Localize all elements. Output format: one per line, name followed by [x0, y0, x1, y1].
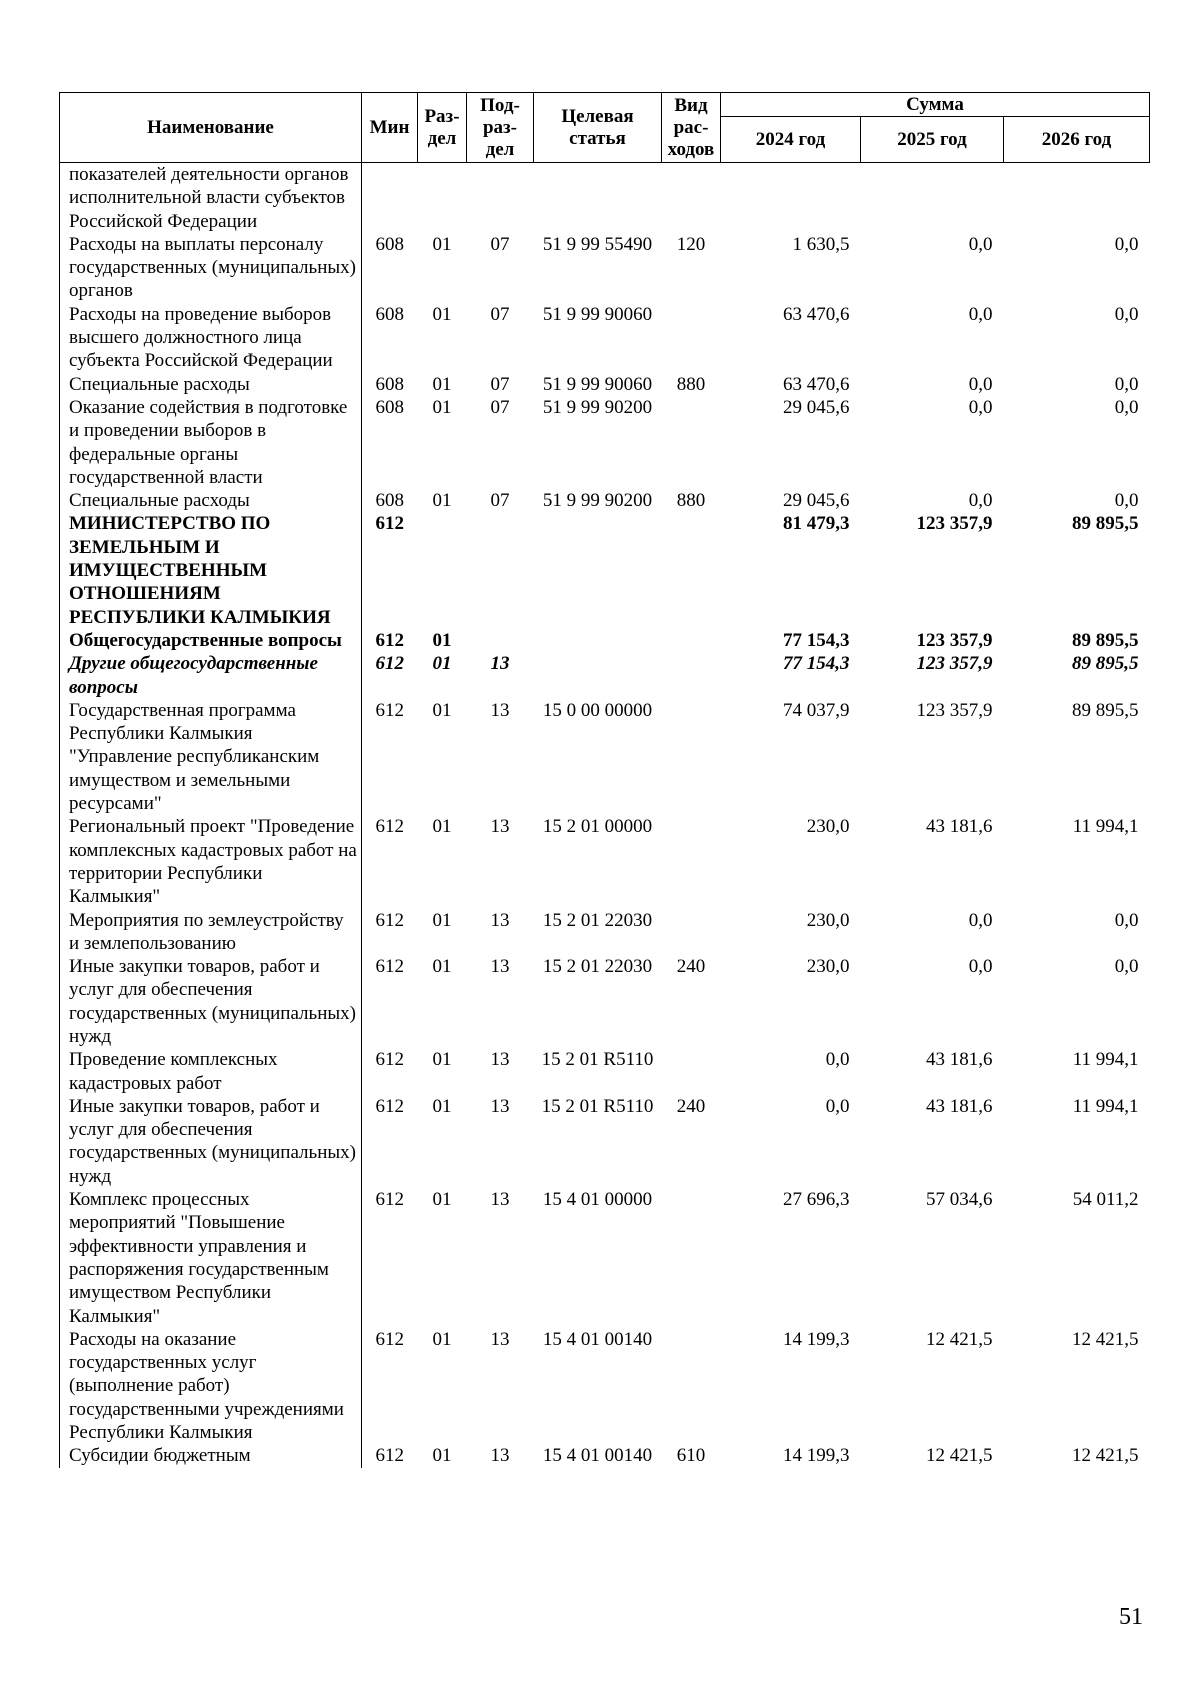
row-razdel: 01 — [432, 396, 452, 418]
row-target-article — [534, 652, 662, 699]
row-razdel: 01 — [432, 373, 452, 395]
row-sum-2025: 123 357,9 — [916, 513, 993, 535]
row-sum-2026: 54 011,2 — [1072, 1189, 1139, 1211]
row-sum-2024: 27 696,3 — [783, 1189, 850, 1211]
row-sum-2025: 43 181,6 — [926, 1095, 993, 1117]
row-min: 612 — [375, 1095, 404, 1117]
row-expense-type: 120 — [676, 233, 706, 255]
row-target-article — [534, 629, 662, 652]
header-year-2026: 2026 год — [1004, 117, 1150, 163]
row-sum-2024: 14 199,3 — [783, 1445, 850, 1467]
row-sum-2026: 0,0 — [1114, 303, 1139, 325]
row-expense-type — [662, 1188, 721, 1328]
table-row — [60, 1188, 1150, 1328]
row-razdel: 01 — [432, 653, 452, 675]
row-target-article: 15 0 00 00000 — [542, 699, 653, 721]
row-name: МИНИСТЕРСТВО ПО ЗЕМЕЛЬНЫМ И ИМУЩЕСТВЕННЫМ ОТНОШЕНИЯМ РЕСПУБЛИКИ КАЛМЫКИЯ — [60, 512, 362, 628]
page-number: 51 — [1119, 1604, 1143, 1630]
row-name: Расходы на выплаты персоналу государственных (муниципальных) органов — [60, 233, 362, 303]
row-name: Комплекс процессных мероприятий "Повышение эффективности управления и распоряжения государственным имуществом Республики Калмыкия" — [60, 1188, 362, 1328]
row-expense-type — [662, 699, 721, 815]
row-name: Иные закупки товаров, работ и услуг для обеспечения государственных (муниципальных) нужд — [60, 955, 362, 1048]
row-podrazdel: 13 — [490, 909, 510, 931]
row-name: Региональный проект "Проведение комплексных кадастровых работ на территории Республики Калмыкия" — [60, 815, 362, 908]
row-sum-2026: 11 994,1 — [1072, 1095, 1139, 1117]
row-razdel: 01 — [432, 699, 452, 721]
row-podrazdel: 07 — [490, 373, 510, 395]
row-podrazdel: 13 — [490, 1049, 510, 1071]
row-min: 608 — [375, 490, 404, 512]
row-podrazdel: 13 — [490, 1328, 510, 1350]
row-sum-2025: 123 357,9 — [916, 653, 993, 675]
row-sum-2026: 11 994,1 — [1072, 1049, 1139, 1071]
row-sum-2025: 12 421,5 — [926, 1445, 993, 1467]
row-name: Оказание содействия в подготовке и проведении выборов в федеральные органы государственной власти — [60, 396, 362, 489]
row-sum-2025: 43 181,6 — [926, 816, 993, 838]
row-name: Проведение комплексных кадастровых работ — [60, 1048, 362, 1095]
row-min: 612 — [375, 1328, 404, 1350]
row-expense-type: 240 — [676, 956, 706, 978]
row-podrazdel: 07 — [490, 303, 510, 325]
row-min: 612 — [375, 513, 404, 535]
row-razdel: 01 — [432, 490, 452, 512]
row-name: Государственная программа Республики Калмыкия "Управление республиканским имуществом и земельными ресурсами" — [60, 699, 362, 815]
table-row — [60, 1328, 1150, 1444]
row-sum-2025: 0,0 — [968, 956, 993, 978]
row-sum-2025: 57 034,6 — [926, 1189, 993, 1211]
row-podrazdel — [467, 629, 534, 652]
budget-table — [59, 92, 1150, 1468]
row-sum-2024: 29 045,6 — [783, 490, 850, 512]
row-min: 612 — [375, 1445, 404, 1467]
row-expense-type — [662, 396, 721, 489]
row-name: Общегосударственные вопросы — [60, 629, 362, 652]
row-sum-2024: 230,0 — [806, 909, 850, 931]
row-sum-2026: 0,0 — [1114, 490, 1139, 512]
row-podrazdel: 13 — [490, 816, 510, 838]
row-name: Другие общегосударственные вопросы — [60, 652, 362, 699]
row-target-article: 15 2 01 R5110 — [541, 1095, 654, 1117]
row-name: Мероприятия по землеустройству и землепользованию — [60, 909, 362, 956]
row-name: Специальные расходы — [60, 489, 362, 512]
row-expense-type — [662, 1328, 721, 1444]
table-row — [60, 1048, 1150, 1095]
table-row — [60, 955, 1150, 1048]
budget-document — [59, 92, 1149, 1468]
row-sum-2025 — [861, 163, 1004, 233]
row-target-article: 51 9 99 55490 — [542, 233, 653, 255]
header-name: Наименование — [60, 93, 362, 163]
row-sum-2024: 0,0 — [825, 1095, 850, 1117]
table-row — [60, 303, 1150, 373]
row-expense-type — [662, 163, 721, 233]
row-sum-2026: 0,0 — [1114, 373, 1139, 395]
row-sum-2026: 89 895,5 — [1072, 699, 1139, 721]
row-sum-2025: 0,0 — [968, 909, 993, 931]
row-name: показателей деятельности органов исполнительной власти субъектов Российской Федерации — [60, 163, 362, 233]
row-podrazdel: 13 — [490, 1445, 510, 1467]
row-sum-2025: 12 421,5 — [926, 1328, 993, 1350]
row-podrazdel: 07 — [490, 490, 510, 512]
table-row — [60, 512, 1150, 628]
header-expense-type: Вид рас- ходов — [662, 93, 721, 163]
header-min: Мин — [362, 93, 418, 163]
row-sum-2026: 11 994,1 — [1072, 816, 1139, 838]
row-expense-type — [662, 629, 721, 652]
table-row — [60, 652, 1150, 699]
row-razdel: 01 — [432, 1095, 452, 1117]
row-sum-2026: 0,0 — [1114, 396, 1139, 418]
row-sum-2025: 0,0 — [968, 490, 993, 512]
table-row — [60, 489, 1150, 512]
row-min: 608 — [375, 303, 404, 325]
table-row — [60, 1095, 1150, 1188]
table-row — [60, 909, 1150, 956]
row-podrazdel — [467, 512, 534, 628]
row-expense-type — [662, 909, 721, 956]
row-expense-type — [662, 1048, 721, 1095]
row-min: 612 — [375, 909, 404, 931]
row-target-article: 15 4 01 00000 — [542, 1189, 653, 1211]
row-sum-2025: 0,0 — [968, 373, 993, 395]
row-razdel: 01 — [432, 909, 452, 931]
header-podrazdel: Под- раз- дел — [467, 93, 534, 163]
row-sum-2026: 89 895,5 — [1072, 653, 1139, 675]
table-row — [60, 163, 1150, 233]
row-sum-2026: 12 421,5 — [1072, 1445, 1139, 1467]
row-sum-2024: 230,0 — [806, 816, 850, 838]
table-row — [60, 233, 1150, 303]
row-sum-2024: 81 479,3 — [783, 513, 850, 535]
row-target-article: 15 2 01 22030 — [542, 909, 653, 931]
row-sum-2024: 14 199,3 — [783, 1328, 850, 1350]
row-sum-2024: 63 470,6 — [783, 373, 850, 395]
row-razdel: 01 — [432, 1049, 452, 1071]
row-sum-2025: 0,0 — [968, 303, 993, 325]
row-expense-type — [662, 303, 721, 373]
row-sum-2025: 123 357,9 — [916, 629, 993, 651]
table-row — [60, 373, 1150, 396]
header-year-2025: 2025 год — [861, 117, 1004, 163]
row-sum-2024: 1 630,5 — [792, 233, 850, 255]
row-razdel — [418, 163, 467, 233]
row-razdel: 01 — [432, 1189, 452, 1211]
row-expense-type: 880 — [676, 373, 706, 395]
row-podrazdel: 13 — [490, 699, 510, 721]
row-razdel: 01 — [432, 629, 452, 651]
row-sum-2024: 63 470,6 — [783, 303, 850, 325]
row-sum-2026: 89 895,5 — [1072, 629, 1139, 651]
row-sum-2026: 0,0 — [1114, 909, 1139, 931]
row-razdel: 01 — [432, 1328, 452, 1350]
row-podrazdel: 13 — [490, 1189, 510, 1211]
row-sum-2026: 0,0 — [1114, 233, 1139, 255]
table-header — [60, 93, 1150, 163]
row-name: Расходы на оказание государственных услуг (выполнение работ) государственными учреждениями Республики Калмыкия — [60, 1328, 362, 1444]
row-sum-2024: 230,0 — [806, 956, 850, 978]
row-expense-type — [662, 815, 721, 908]
row-target-article — [534, 163, 662, 233]
row-min: 608 — [375, 396, 404, 418]
row-min: 612 — [375, 956, 404, 978]
header-year-2024: 2024 год — [721, 117, 861, 163]
row-sum-2026: 0,0 — [1114, 956, 1139, 978]
row-name: Субсидии бюджетным — [60, 1444, 362, 1467]
row-podrazdel — [467, 163, 534, 233]
row-sum-2026 — [1004, 163, 1150, 233]
row-razdel: 01 — [432, 303, 452, 325]
row-name: Иные закупки товаров, работ и услуг для обеспечения государственных (муниципальных) нужд — [60, 1095, 362, 1188]
row-razdel: 01 — [432, 1445, 452, 1467]
row-podrazdel: 13 — [490, 956, 510, 978]
row-sum-2024 — [721, 163, 861, 233]
row-min: 612 — [375, 629, 404, 651]
row-min: 608 — [375, 373, 404, 395]
row-expense-type: 240 — [676, 1095, 706, 1117]
row-sum-2025: 0,0 — [968, 396, 993, 418]
row-name: Расходы на проведение выборов высшего должностного лица субъекта Российской Федерации — [60, 303, 362, 373]
row-sum-2024: 74 037,9 — [783, 699, 850, 721]
row-name: Специальные расходы — [60, 373, 362, 396]
row-podrazdel: 13 — [490, 653, 510, 675]
row-sum-2025: 123 357,9 — [916, 699, 993, 721]
row-min: 612 — [375, 699, 404, 721]
row-expense-type: 610 — [676, 1445, 706, 1467]
header-sum: Сумма — [721, 93, 1150, 117]
table-row — [60, 629, 1150, 652]
row-sum-2026: 12 421,5 — [1072, 1328, 1139, 1350]
row-podrazdel: 07 — [490, 396, 510, 418]
row-target-article: 15 4 01 00140 — [542, 1445, 653, 1467]
header-razdel: Раз- дел — [418, 93, 467, 163]
row-sum-2025: 0,0 — [968, 233, 993, 255]
row-sum-2024: 0,0 — [825, 1049, 850, 1071]
row-expense-type: 880 — [676, 490, 706, 512]
row-min: 612 — [375, 1049, 404, 1071]
row-target-article: 51 9 99 90060 — [542, 373, 653, 395]
row-expense-type — [662, 652, 721, 699]
row-min: 612 — [375, 1189, 404, 1211]
table-row — [60, 1444, 1150, 1467]
row-target-article: 15 4 01 00140 — [542, 1328, 653, 1350]
row-sum-2025: 43 181,6 — [926, 1049, 993, 1071]
row-razdel: 01 — [432, 956, 452, 978]
header-target-article: Целевая статья — [534, 93, 662, 163]
row-target-article: 51 9 99 90060 — [542, 303, 653, 325]
row-min: 612 — [375, 816, 404, 838]
row-expense-type — [662, 512, 721, 628]
table-body — [60, 163, 1150, 1468]
row-podrazdel: 13 — [490, 1095, 510, 1117]
row-target-article: 51 9 99 90200 — [542, 490, 653, 512]
row-razdel — [418, 512, 467, 628]
row-target-article — [534, 512, 662, 628]
row-podrazdel: 07 — [490, 233, 510, 255]
row-sum-2024: 29 045,6 — [783, 396, 850, 418]
row-target-article: 15 2 01 22030 — [542, 956, 653, 978]
table-row — [60, 396, 1150, 489]
table-row — [60, 815, 1150, 908]
table-row — [60, 699, 1150, 815]
row-target-article: 51 9 99 90200 — [542, 396, 653, 418]
row-sum-2024: 77 154,3 — [783, 629, 850, 651]
row-target-article: 15 2 01 00000 — [542, 816, 653, 838]
row-target-article: 15 2 01 R5110 — [541, 1049, 654, 1071]
row-min — [362, 163, 418, 233]
row-sum-2026: 89 895,5 — [1072, 513, 1139, 535]
row-sum-2024: 77 154,3 — [783, 653, 850, 675]
row-min: 612 — [375, 653, 404, 675]
row-razdel: 01 — [432, 816, 452, 838]
row-razdel: 01 — [432, 233, 452, 255]
row-min: 608 — [375, 233, 404, 255]
